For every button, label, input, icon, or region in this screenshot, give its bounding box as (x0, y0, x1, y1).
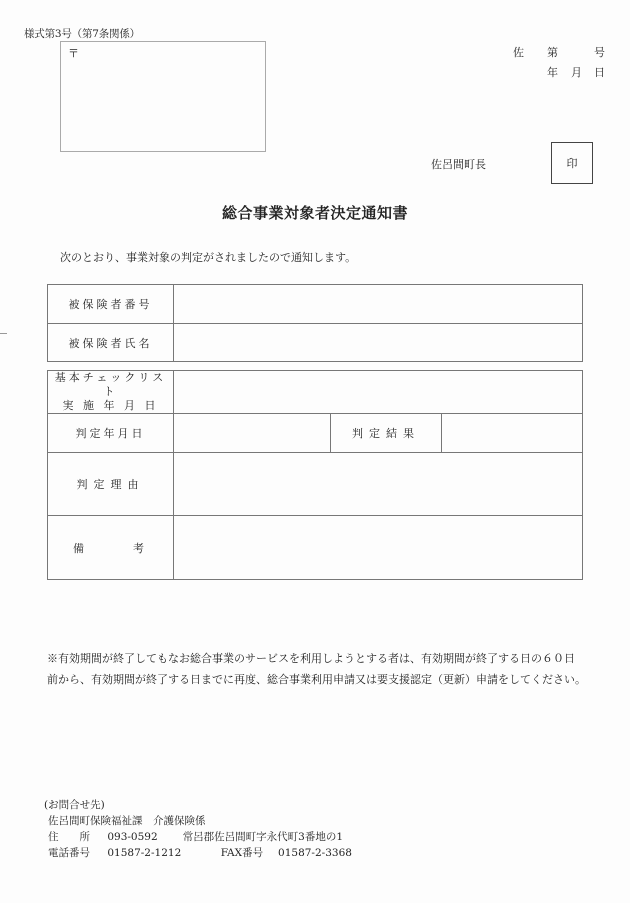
insured-number-label: 被保険者番号 (48, 285, 174, 324)
validity-note (47, 648, 617, 690)
contact-address-row (44, 829, 352, 845)
date-month: 月 (571, 66, 582, 79)
judgment-reason-label: 判定理由 (48, 453, 174, 516)
insured-name-label: 被保険者氏名 (48, 324, 174, 362)
checklist-date-label (48, 371, 174, 414)
address-text: 常呂郡佐呂間町字永代町3番地の1 (182, 831, 344, 843)
contact-block (44, 797, 352, 861)
intro-text: 次のとおり、事業対象の判定がされましたので通知します。 (60, 251, 357, 264)
insured-name-field[interactable] (174, 324, 583, 362)
judgment-result-label: 判定結果 (331, 414, 442, 453)
checklist-label-line2: 実 施 年 月 日 (62, 399, 159, 412)
contact-phone-row (44, 845, 352, 861)
date-day: 日 (594, 66, 605, 79)
judgment-result-field[interactable] (442, 414, 583, 453)
judgment-date-field[interactable] (174, 414, 331, 453)
judgment-reason-field[interactable] (174, 453, 583, 516)
doc-number-prefix: 佐 (513, 46, 524, 59)
fold-mark (0, 333, 7, 334)
checklist-date-field[interactable] (174, 371, 583, 414)
document-title: 総合事業対象者決定通知書 (221, 204, 408, 222)
date-year: 年 (547, 66, 558, 79)
table-row (48, 414, 583, 453)
address-box (60, 41, 266, 152)
seal-box (551, 142, 593, 184)
doc-number-dai: 第 (547, 46, 558, 59)
contact-heading: (お問合せ先) (44, 799, 105, 811)
contact-department: 佐呂間町保険福祉課 介護保険係 (48, 815, 206, 827)
phone-label: 電話番号 (48, 847, 90, 859)
table-row (48, 324, 583, 362)
fax-number: 01587-2-3368 (278, 847, 352, 859)
fax-label: FAX番号 (220, 847, 264, 859)
form-number: 様式第3号（第7条関係） (24, 28, 140, 40)
postal-code: 093-0592 (107, 831, 158, 843)
doc-number-go: 号 (594, 46, 605, 59)
table-row (48, 371, 583, 414)
table-row (48, 285, 583, 324)
remarks-label: 備 考 (48, 516, 174, 580)
insured-table (47, 284, 583, 362)
note-line-1: ※有効期間が終了してもなお総合事業のサービスを利用しようとする者は、有効期間が終了する日の６０日 (47, 652, 575, 665)
table-row (48, 516, 583, 580)
insured-number-field[interactable] (174, 285, 583, 324)
postal-mark-icon: 〒 (68, 47, 79, 60)
remarks-field[interactable] (174, 516, 583, 580)
judgment-date-label: 判定年月日 (48, 414, 174, 453)
table-row (48, 453, 583, 516)
checklist-label-line1: 基本チェックリスト (54, 371, 167, 398)
issuer-name: 佐呂間町長 (431, 158, 486, 171)
seal-label: 印 (566, 157, 578, 170)
address-label: 住 所 (48, 831, 90, 843)
note-line-2: 前から、有効期間が終了する日までに再度、総合事業利用申請又は要支援認定（更新）申請をしてください。 (47, 673, 586, 686)
phone-number: 01587-2-1212 (107, 847, 182, 859)
judgment-table (47, 370, 583, 580)
